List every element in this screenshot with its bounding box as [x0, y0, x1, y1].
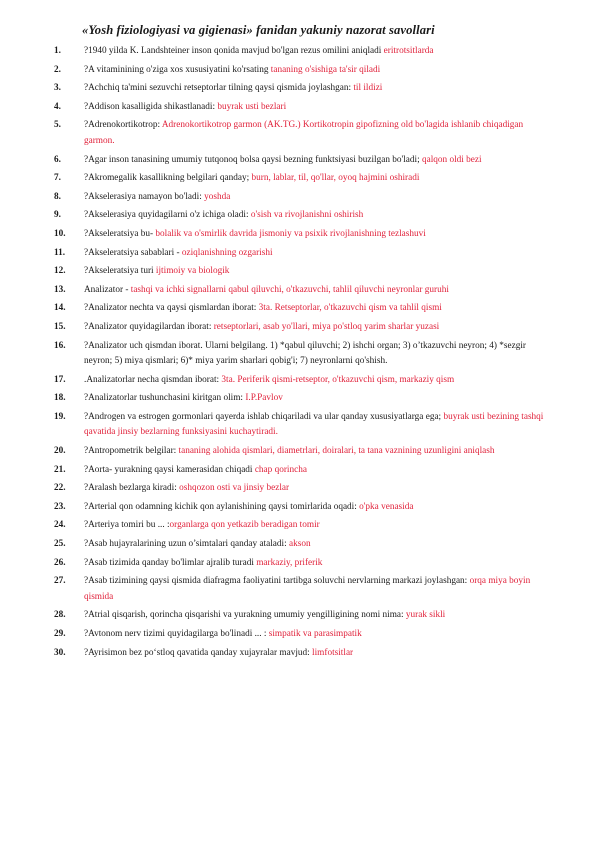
answer-text: yurak sikli	[405, 610, 446, 621]
document-title: «Yosh fiziologiyasi va gigienasi» fanidan yakuniy nazorat savollari	[82, 23, 435, 37]
question-item	[54, 391, 546, 407]
answer-text: 3ta. Periferik qismi-retseptor, o'tkazuvchi qism, markaziy qism	[221, 374, 455, 385]
question-text: ?Asab hujayralarining uzun o’simtalari qanday ataladi:	[84, 539, 289, 550]
question-text: ?Antropometrik belgilar:	[84, 446, 179, 457]
answer-text: markaziy, priferik	[256, 557, 323, 568]
question-text: ?Akseleratsiya turi	[84, 266, 156, 277]
question-number: 1.	[54, 46, 61, 56]
question-item	[54, 574, 546, 605]
answer-text: qalqon oldi bezi	[421, 154, 482, 165]
question-number: 30.	[54, 647, 66, 658]
question-text: ?Akselerasiya quyidagilarni o'z ichiga oladi:	[84, 210, 251, 221]
answer-text: tananing alohida qismlari, diametrlari, doiralari, ta tana vaznining uzunligini aniqlash	[178, 446, 495, 457]
question-text: ?Akseleratsiya sabablari -	[84, 247, 182, 258]
question-text: ?Aorta- yurakning qaysi kamerasidan chiqadi	[84, 464, 255, 475]
question-number: 18.	[54, 393, 66, 404]
question-number: 11.	[54, 247, 66, 258]
question-text: ?Asab tizimining qaysi qismida diafragma faoliyatini tartibga soluvchi nervlarning markazi joylashgan:	[84, 576, 470, 587]
question-item	[54, 81, 546, 97]
question-text: .Analizatorlar necha qismdan iborat:	[84, 374, 222, 385]
question-item	[54, 301, 546, 317]
question-text: ?Analizator quyidagilardan iborat:	[84, 321, 214, 332]
answer-text: akson	[288, 539, 311, 550]
question-number: 22.	[54, 483, 66, 494]
question-number: 27.	[54, 576, 66, 587]
question-text: ?A vitaminining o'ziga xos xususiyatini ko'rsating	[84, 64, 271, 75]
answer-text: I.P.Pavlov	[245, 393, 283, 404]
question-number: 17.	[54, 374, 66, 385]
question-number: 14.	[54, 303, 66, 314]
question-item	[54, 100, 546, 116]
question-text: ?Akseleratsiya bu-	[84, 228, 156, 239]
question-number: 3.	[54, 83, 61, 94]
question-item	[54, 410, 546, 441]
question-item	[54, 500, 546, 516]
question-number: 7.	[54, 173, 61, 184]
question-text: ?Akselerasiya namayon bo'ladi:	[84, 191, 205, 202]
question-item	[54, 518, 546, 534]
question-item	[54, 190, 546, 206]
question-number: 20.	[54, 446, 66, 457]
question-number: 8.	[54, 191, 61, 202]
question-item	[54, 373, 546, 389]
answer-text: buyrak usti bezining tashqi qavatida jinsiy bezlarning funksiyasini kuchaytiradi.	[84, 411, 544, 438]
question-text: ?Aralash bezlarga kiradi:	[84, 483, 180, 494]
question-item	[54, 118, 546, 149]
question-number: 10.	[54, 228, 66, 239]
answer-text: bolalik va o'smirlik davrida jismoniy va psixik rivojlanishning tezlashuvi	[155, 228, 426, 239]
question-item	[54, 246, 546, 262]
question-item	[54, 556, 546, 572]
question-number: 6.	[54, 154, 61, 165]
answer-text: til ildizi	[353, 83, 383, 94]
question-item	[54, 627, 546, 643]
question-item	[54, 320, 546, 336]
question-number: 13.	[54, 284, 66, 295]
answer-text: yoshda	[204, 191, 231, 202]
answer-text: buyrak usti bezlari	[217, 101, 287, 112]
question-text: ?Analizator nechta va qaysi qismlardan iborat:	[84, 303, 259, 314]
answer-text: simpatik va parasimpatik	[268, 629, 362, 639]
question-item	[54, 444, 546, 460]
answer-text: 3ta. Retseptorlar, o'tkazuvchi qism va tahlil qismi	[258, 303, 442, 314]
question-item	[54, 153, 546, 169]
question-text: ?Akromegalik kasallikning belgilari qanday;	[84, 173, 252, 184]
answer-text: organlarga qon yetkazib beradigan tomir	[169, 520, 320, 531]
question-number: 16.	[54, 340, 66, 351]
question-item	[54, 171, 546, 187]
answer-text: oziqlanishning ozgarishi	[181, 247, 273, 258]
question-text: ?Avtonom nerv tizimi quyidagilarga bo'linadi ... :	[84, 629, 269, 639]
question-text: ?1940 yilda K. Landshteiner inson qonida mavjud bo'lgan rezus omilini aniqladi	[84, 46, 384, 56]
question-item	[54, 463, 546, 479]
question-number: 24.	[54, 520, 66, 531]
question-text: ?Addison kasalligida shikastlanadi:	[84, 101, 218, 112]
question-number: 12.	[54, 266, 66, 277]
question-item	[54, 283, 546, 299]
question-item	[54, 608, 546, 624]
question-item	[54, 227, 546, 243]
question-number: 19.	[54, 411, 66, 422]
question-text: ?Arteriya tomiri bu ... :	[84, 520, 170, 531]
question-number: 28.	[54, 610, 66, 621]
answer-text: tashqi va ichki signallarni qabul qiluvchi, o'tkazuvchi, tahlil qiluvchi neyronlar guruhi	[130, 284, 449, 295]
question-number: 15.	[54, 321, 66, 332]
question-item	[54, 537, 546, 553]
question-text: ?Androgen va estrogen gormonlari qayerda ishlab chiqariladi va ular qanday xususiyatlarga ega;	[84, 411, 444, 422]
question-item	[54, 481, 546, 497]
question-text: Analizator -	[84, 284, 131, 295]
question-text: ?Analizatorlar tushunchasini kiritgan olim:	[84, 393, 246, 404]
question-item	[54, 63, 546, 79]
question-number: 2.	[54, 64, 61, 75]
answer-text: ijtimoiy va biologik	[155, 266, 230, 277]
answer-text: o'pka venasida	[359, 501, 414, 512]
question-number: 25.	[54, 539, 66, 550]
question-text: ?Arterial qon odamning kichik qon aylanishining qaysi tomirlarida oqadi:	[84, 501, 360, 512]
question-text: ?Atrial qisqarish, qorincha qisqarishi va yurakning umumiy yengilligining nomi nima:	[84, 610, 406, 621]
question-item	[54, 646, 546, 662]
question-text: ?Agar inson tanasining umumiy tutqonoq bolsa qaysi bezning funktsiyasi buzilgan bo'ladi;	[84, 154, 422, 165]
question-number: 23.	[54, 501, 66, 512]
answer-text: limfotsitlar	[312, 647, 354, 658]
answer-text: tananing o'sishiga ta'sir qiladi	[270, 64, 381, 75]
answer-text: retseptorlari, asab yo'llari, miya po'stloq yarim sharlar yuzasi	[213, 321, 440, 332]
question-text: ?Analizator uch qismdan iborat. Ularni belgilang. 1) *qabul qiluvchi; 2) ishchi organ; 3) o’tkazuvchi neyron; 4) *sezgir neyron; 5) miya qismlari; 6)* miya yarim sharlari qobig'i; 7) neyronlarni qo'shish.	[84, 340, 526, 367]
answer-text: burn, lablar, til, qo'llar, oyoq hajmini oshiradi	[251, 173, 420, 184]
question-text: ?Adrenokortikotrop:	[84, 120, 162, 131]
answer-text: Adrenokortikotrop garmon (AK.TG.) Kortikotropin gipofizning old bo'lagida ishlanib chiqadigan garmon.	[84, 120, 524, 146]
question-list	[54, 44, 546, 661]
question-number: 26.	[54, 557, 66, 568]
question-text: ?Asab tizimida qanday bo'limlar ajralib turadi	[84, 557, 257, 568]
question-text: ?Ayrisimon bez po‘stloq qavatida qanday xujayralar mavjud:	[84, 647, 313, 658]
question-number: 21.	[54, 464, 66, 475]
question-number: 5.	[54, 120, 61, 131]
question-item	[54, 208, 546, 224]
question-number: 4.	[54, 101, 61, 112]
question-item	[54, 44, 546, 60]
answer-text: orqa miya boyin qismida	[84, 576, 531, 602]
answer-text: eritrotsitlarda	[383, 46, 434, 56]
answer-text: oshqozon osti va jinsiy bezlar	[179, 483, 290, 494]
answer-text: o'sish va rivojlanishni oshirish	[250, 210, 364, 221]
question-number: 9.	[54, 210, 61, 221]
question-text: ?Achchiq ta'mini sezuvchi retseptorlar tilning qaysi qismida joylashgan:	[84, 83, 354, 94]
question-item	[54, 339, 546, 370]
question-item	[54, 264, 546, 280]
question-number: 29.	[54, 629, 66, 639]
answer-text: chap qorincha	[254, 464, 307, 475]
